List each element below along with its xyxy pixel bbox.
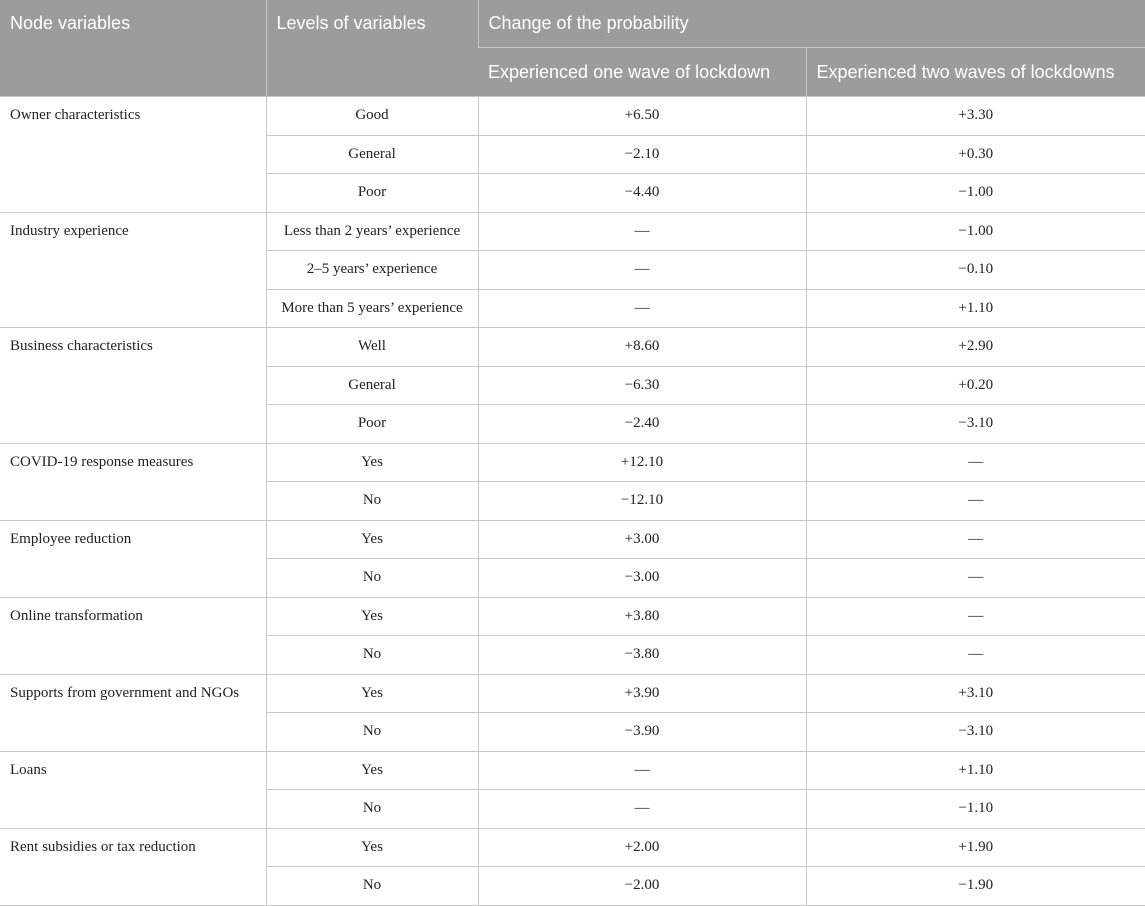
node-variable-cell: Industry experience — [0, 212, 266, 328]
two-waves-value-cell: — — [806, 520, 1145, 559]
node-variable-cell: Rent subsidies or tax reduction — [0, 828, 266, 905]
one-wave-value-cell: −3.80 — [478, 636, 806, 675]
header-one-wave: Experienced one wave of lockdown — [478, 48, 806, 97]
level-cell: No — [266, 559, 478, 598]
header-levels-of-variables: Levels of variables — [266, 0, 478, 97]
table-row — [0, 212, 1145, 251]
level-cell: Good — [266, 97, 478, 136]
one-wave-value-cell: +3.90 — [478, 674, 806, 713]
two-waves-value-cell: — — [806, 597, 1145, 636]
two-waves-value-cell: +1.10 — [806, 751, 1145, 790]
table-body — [0, 97, 1145, 906]
two-waves-value-cell: −3.10 — [806, 405, 1145, 444]
one-wave-value-cell: −2.40 — [478, 405, 806, 444]
two-waves-value-cell: −1.00 — [806, 212, 1145, 251]
header-two-waves: Experienced two waves of lockdowns — [806, 48, 1145, 97]
level-cell: General — [266, 135, 478, 174]
one-wave-value-cell: −2.10 — [478, 135, 806, 174]
two-waves-value-cell: −1.00 — [806, 174, 1145, 213]
header-node-variables: Node variables — [0, 0, 266, 97]
one-wave-value-cell: +2.00 — [478, 828, 806, 867]
level-cell: No — [266, 482, 478, 521]
two-waves-value-cell: +1.10 — [806, 289, 1145, 328]
one-wave-value-cell: +3.80 — [478, 597, 806, 636]
table-row — [0, 328, 1145, 367]
level-cell: Poor — [266, 405, 478, 444]
table-row — [0, 674, 1145, 713]
one-wave-value-cell: — — [478, 212, 806, 251]
two-waves-value-cell: +2.90 — [806, 328, 1145, 367]
node-variable-cell: Employee reduction — [0, 520, 266, 597]
level-cell: Yes — [266, 828, 478, 867]
node-variable-cell: Loans — [0, 751, 266, 828]
one-wave-value-cell: −3.90 — [478, 713, 806, 752]
two-waves-value-cell: +3.10 — [806, 674, 1145, 713]
one-wave-value-cell: −3.00 — [478, 559, 806, 598]
two-waves-value-cell: — — [806, 482, 1145, 521]
level-cell: More than 5 years’ experience — [266, 289, 478, 328]
one-wave-value-cell: +12.10 — [478, 443, 806, 482]
one-wave-value-cell: −12.10 — [478, 482, 806, 521]
level-cell: 2–5 years’ experience — [266, 251, 478, 290]
one-wave-value-cell: +8.60 — [478, 328, 806, 367]
two-waves-value-cell: — — [806, 443, 1145, 482]
two-waves-value-cell: +0.30 — [806, 135, 1145, 174]
level-cell: Less than 2 years’ experience — [266, 212, 478, 251]
one-wave-value-cell: −4.40 — [478, 174, 806, 213]
two-waves-value-cell: −3.10 — [806, 713, 1145, 752]
table-row — [0, 828, 1145, 867]
table-row — [0, 597, 1145, 636]
node-variable-cell: Owner characteristics — [0, 97, 266, 213]
node-variable-cell: Online transformation — [0, 597, 266, 674]
level-cell: No — [266, 867, 478, 906]
level-cell: Yes — [266, 751, 478, 790]
level-cell: Yes — [266, 597, 478, 636]
level-cell: Yes — [266, 674, 478, 713]
node-variable-cell: COVID-19 response measures — [0, 443, 266, 520]
one-wave-value-cell: +3.00 — [478, 520, 806, 559]
node-variable-cell: Supports from government and NGOs — [0, 674, 266, 751]
level-cell: Yes — [266, 520, 478, 559]
two-waves-value-cell: — — [806, 559, 1145, 598]
level-cell: No — [266, 636, 478, 675]
level-cell: Poor — [266, 174, 478, 213]
two-waves-value-cell: +1.90 — [806, 828, 1145, 867]
table-row — [0, 97, 1145, 136]
two-waves-value-cell: +3.30 — [806, 97, 1145, 136]
two-waves-value-cell: +0.20 — [806, 366, 1145, 405]
one-wave-value-cell: — — [478, 251, 806, 290]
level-cell: No — [266, 790, 478, 829]
one-wave-value-cell: — — [478, 289, 806, 328]
level-cell: General — [266, 366, 478, 405]
header-change-of-probability: Change of the probability — [478, 0, 1145, 48]
table-row — [0, 520, 1145, 559]
one-wave-value-cell: +6.50 — [478, 97, 806, 136]
one-wave-value-cell: — — [478, 751, 806, 790]
level-cell: No — [266, 713, 478, 752]
table-row — [0, 443, 1145, 482]
table-row — [0, 751, 1145, 790]
level-cell: Well — [266, 328, 478, 367]
level-cell: Yes — [266, 443, 478, 482]
one-wave-value-cell: −2.00 — [478, 867, 806, 906]
two-waves-value-cell: −1.90 — [806, 867, 1145, 906]
two-waves-value-cell: −0.10 — [806, 251, 1145, 290]
two-waves-value-cell: −1.10 — [806, 790, 1145, 829]
one-wave-value-cell: — — [478, 790, 806, 829]
node-variable-cell: Business characteristics — [0, 328, 266, 444]
one-wave-value-cell: −6.30 — [478, 366, 806, 405]
table-header — [0, 0, 1145, 97]
two-waves-value-cell: — — [806, 636, 1145, 675]
